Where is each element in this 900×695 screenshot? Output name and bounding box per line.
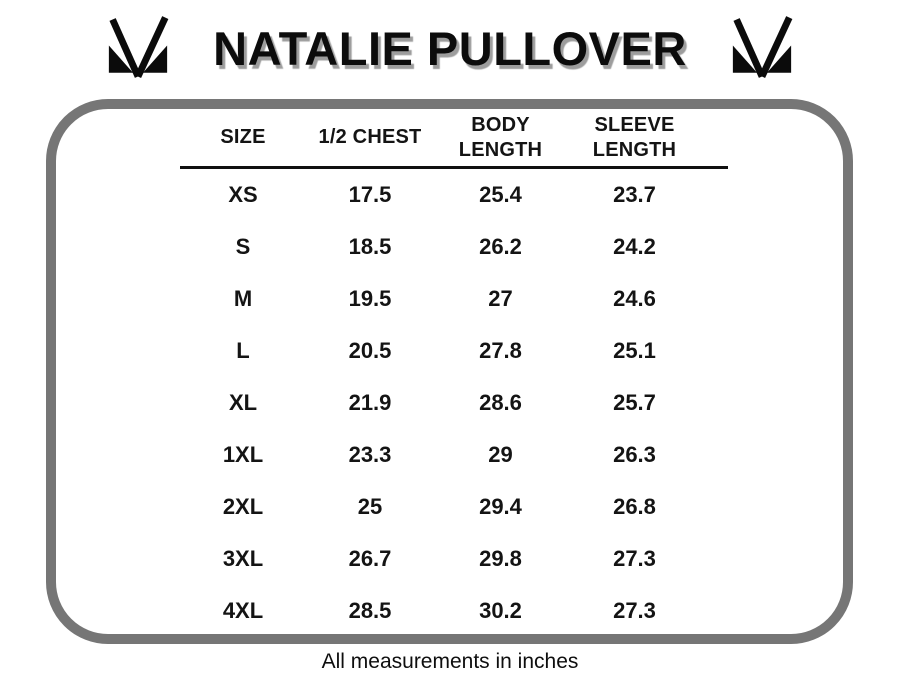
table-row bbox=[180, 325, 728, 377]
table-row bbox=[180, 533, 728, 585]
cell-half-chest: 25 bbox=[357, 494, 383, 519]
cell-sleeve-length: 25.7 bbox=[613, 390, 656, 415]
cell-half-chest: 19.5 bbox=[348, 286, 392, 311]
table-row bbox=[180, 273, 728, 325]
cell-body-length: 27 bbox=[488, 286, 513, 311]
m-brand-mark-icon bbox=[731, 15, 793, 81]
column-header-sleeve-length: SLEEVE LENGTH bbox=[592, 114, 677, 161]
table-row bbox=[180, 429, 728, 481]
size-chart-panel bbox=[46, 99, 853, 644]
table-header-row bbox=[180, 109, 728, 169]
page-title: NATALIE PULLOVER bbox=[213, 21, 687, 75]
cell-size: XS bbox=[228, 182, 258, 207]
cell-sleeve-length: 27.3 bbox=[613, 546, 656, 571]
cell-body-length: 25.4 bbox=[479, 182, 522, 207]
cell-half-chest: 21.9 bbox=[348, 390, 392, 415]
cell-half-chest: 28.5 bbox=[348, 598, 392, 623]
cell-size: L bbox=[236, 338, 250, 363]
cell-body-length: 29.8 bbox=[479, 546, 522, 571]
column-header-half-chest: 1/2 CHEST bbox=[318, 126, 422, 149]
column-header-body-length: BODY LENGTH bbox=[458, 114, 543, 161]
table-row bbox=[180, 221, 728, 273]
cell-half-chest: 18.5 bbox=[348, 234, 392, 259]
measurement-unit-note: All measurements in inches bbox=[321, 650, 579, 673]
cell-half-chest: 20.5 bbox=[348, 338, 392, 363]
cell-body-length: 28.6 bbox=[479, 390, 522, 415]
column-header-size: SIZE bbox=[220, 126, 266, 149]
cell-body-length: 27.8 bbox=[479, 338, 522, 363]
cell-sleeve-length: 27.3 bbox=[613, 598, 656, 623]
cell-size: 2XL bbox=[222, 494, 264, 519]
cell-body-length: 29 bbox=[488, 442, 513, 467]
cell-body-length: 29.4 bbox=[479, 494, 522, 519]
table-row bbox=[180, 377, 728, 429]
cell-body-length: 26.2 bbox=[479, 234, 522, 259]
cell-half-chest: 17.5 bbox=[348, 182, 392, 207]
cell-size: 1XL bbox=[222, 442, 264, 467]
m-brand-mark-icon bbox=[107, 15, 169, 81]
table-row bbox=[180, 585, 728, 637]
cell-size: 4XL bbox=[222, 598, 264, 623]
title-row bbox=[0, 0, 900, 96]
cell-sleeve-length: 23.7 bbox=[613, 182, 656, 207]
cell-sleeve-length: 24.2 bbox=[613, 234, 656, 259]
cell-sleeve-length: 26.3 bbox=[613, 442, 656, 467]
cell-half-chest: 23.3 bbox=[348, 442, 392, 467]
cell-sleeve-length: 24.6 bbox=[613, 286, 656, 311]
table-row bbox=[180, 481, 728, 533]
cell-size: XL bbox=[228, 390, 258, 415]
size-table bbox=[180, 109, 728, 637]
cell-sleeve-length: 25.1 bbox=[613, 338, 656, 363]
cell-size: 3XL bbox=[222, 546, 264, 571]
cell-size: M bbox=[233, 286, 253, 311]
cell-sleeve-length: 26.8 bbox=[613, 494, 656, 519]
cell-body-length: 30.2 bbox=[479, 598, 522, 623]
cell-size: S bbox=[235, 234, 251, 259]
cell-half-chest: 26.7 bbox=[348, 546, 392, 571]
table-row bbox=[180, 169, 728, 221]
